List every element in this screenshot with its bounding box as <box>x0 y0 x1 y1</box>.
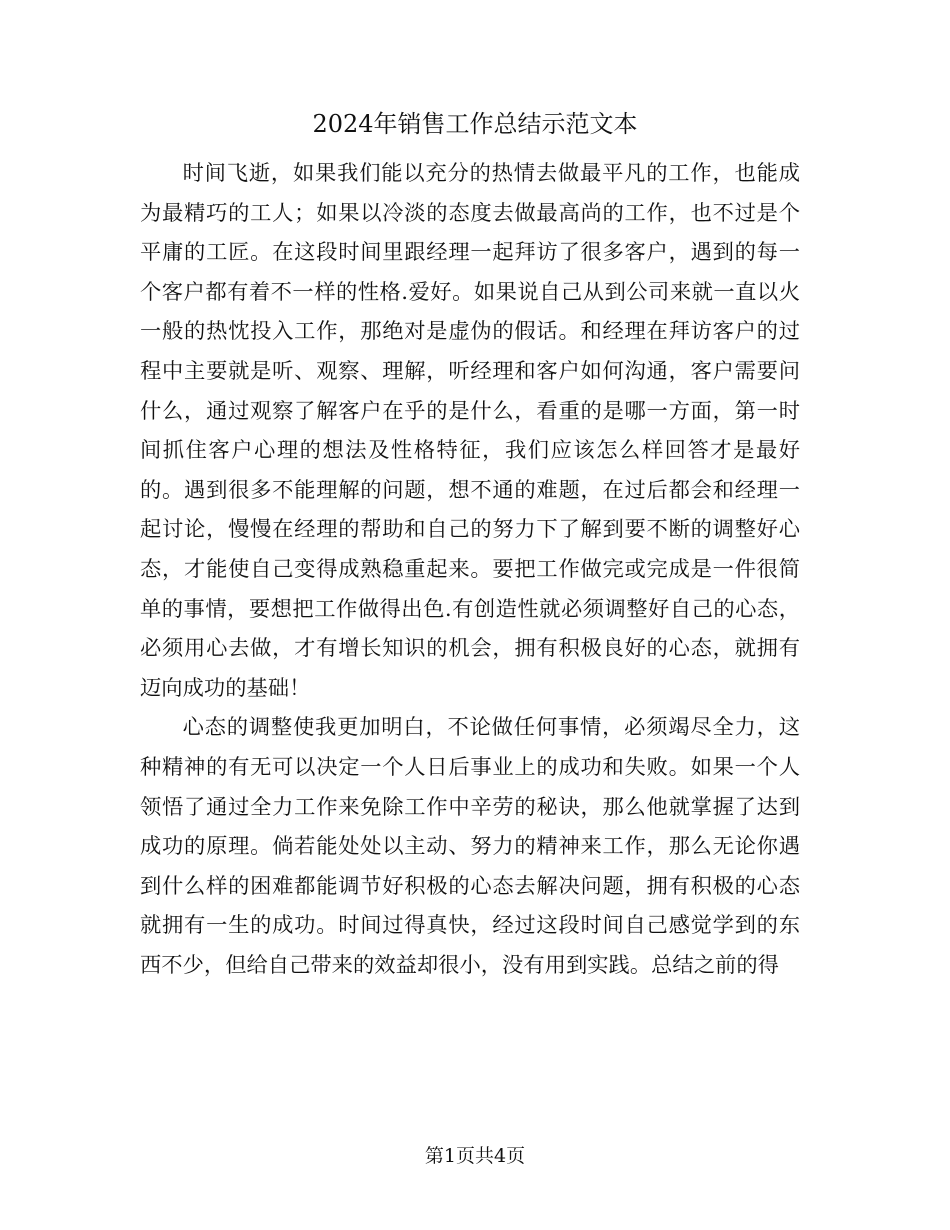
document-title: 2024年销售工作总结示范文本 <box>312 110 638 138</box>
document-body <box>140 154 800 985</box>
paragraph: 心态的调整使我更加明白，不论做任何事情，必须竭尽全力，这种精神的有无可以决定一个人日后事业上的成功和失败。如果一个人领悟了通过全力工作来免除工作中辛劳的秘诀，那么他就掌握了达到成功的原理。倘若能处处以主动、努力的精神来工作，那么无论你遇到什么样的困难都能调节好积极的心态去解决问题，拥有积极的心态就拥有一生的成功。时间过得真快，经过这段时间自己感觉学到的东西不少，但给自己带来的效益却很小，没有用到实践。总结之前的得 <box>140 715 800 978</box>
page-number: 第1页共4页 <box>424 1145 526 1167</box>
paragraph: 时间飞逝，如果我们能以充分的热情去做最平凡的工作，也能成为最精巧的工人；如果以冷淡的态度去做最高尚的工作，也不过是个平庸的工匠。在这段时间里跟经理一起拜访了很多客户，遇到的每一个客户都有着不一样的性格.爱好。如果说自己从到公司来就一直以火一般的热忱投入工作，那绝对是虚伪的假话。和经理在拜访客户的过程中主要就是听、观察、理解，听经理和客户如何沟通，客户需要问什么，通过观察了解客户在乎的是什么，看重的是哪一方面，第一时间抓住客户心理的想法及性格特征，我们应该怎么样回答才是最好的。遇到很多不能理解的问题，想不通的难题，在过后都会和经理一起讨论，慢慢在经理的帮助和自己的努力下了解到要不断的调整好心态，才能使自己变得成熟稳重起来。要把工作做完或完成是一件很简单的事情，要想把工作做得出色.有创造性就必须调整好自己的心态，必须用心去做，才有增长知识的机会，拥有积极良好的心态，就拥有迈向成功的基础！ <box>140 161 800 701</box>
